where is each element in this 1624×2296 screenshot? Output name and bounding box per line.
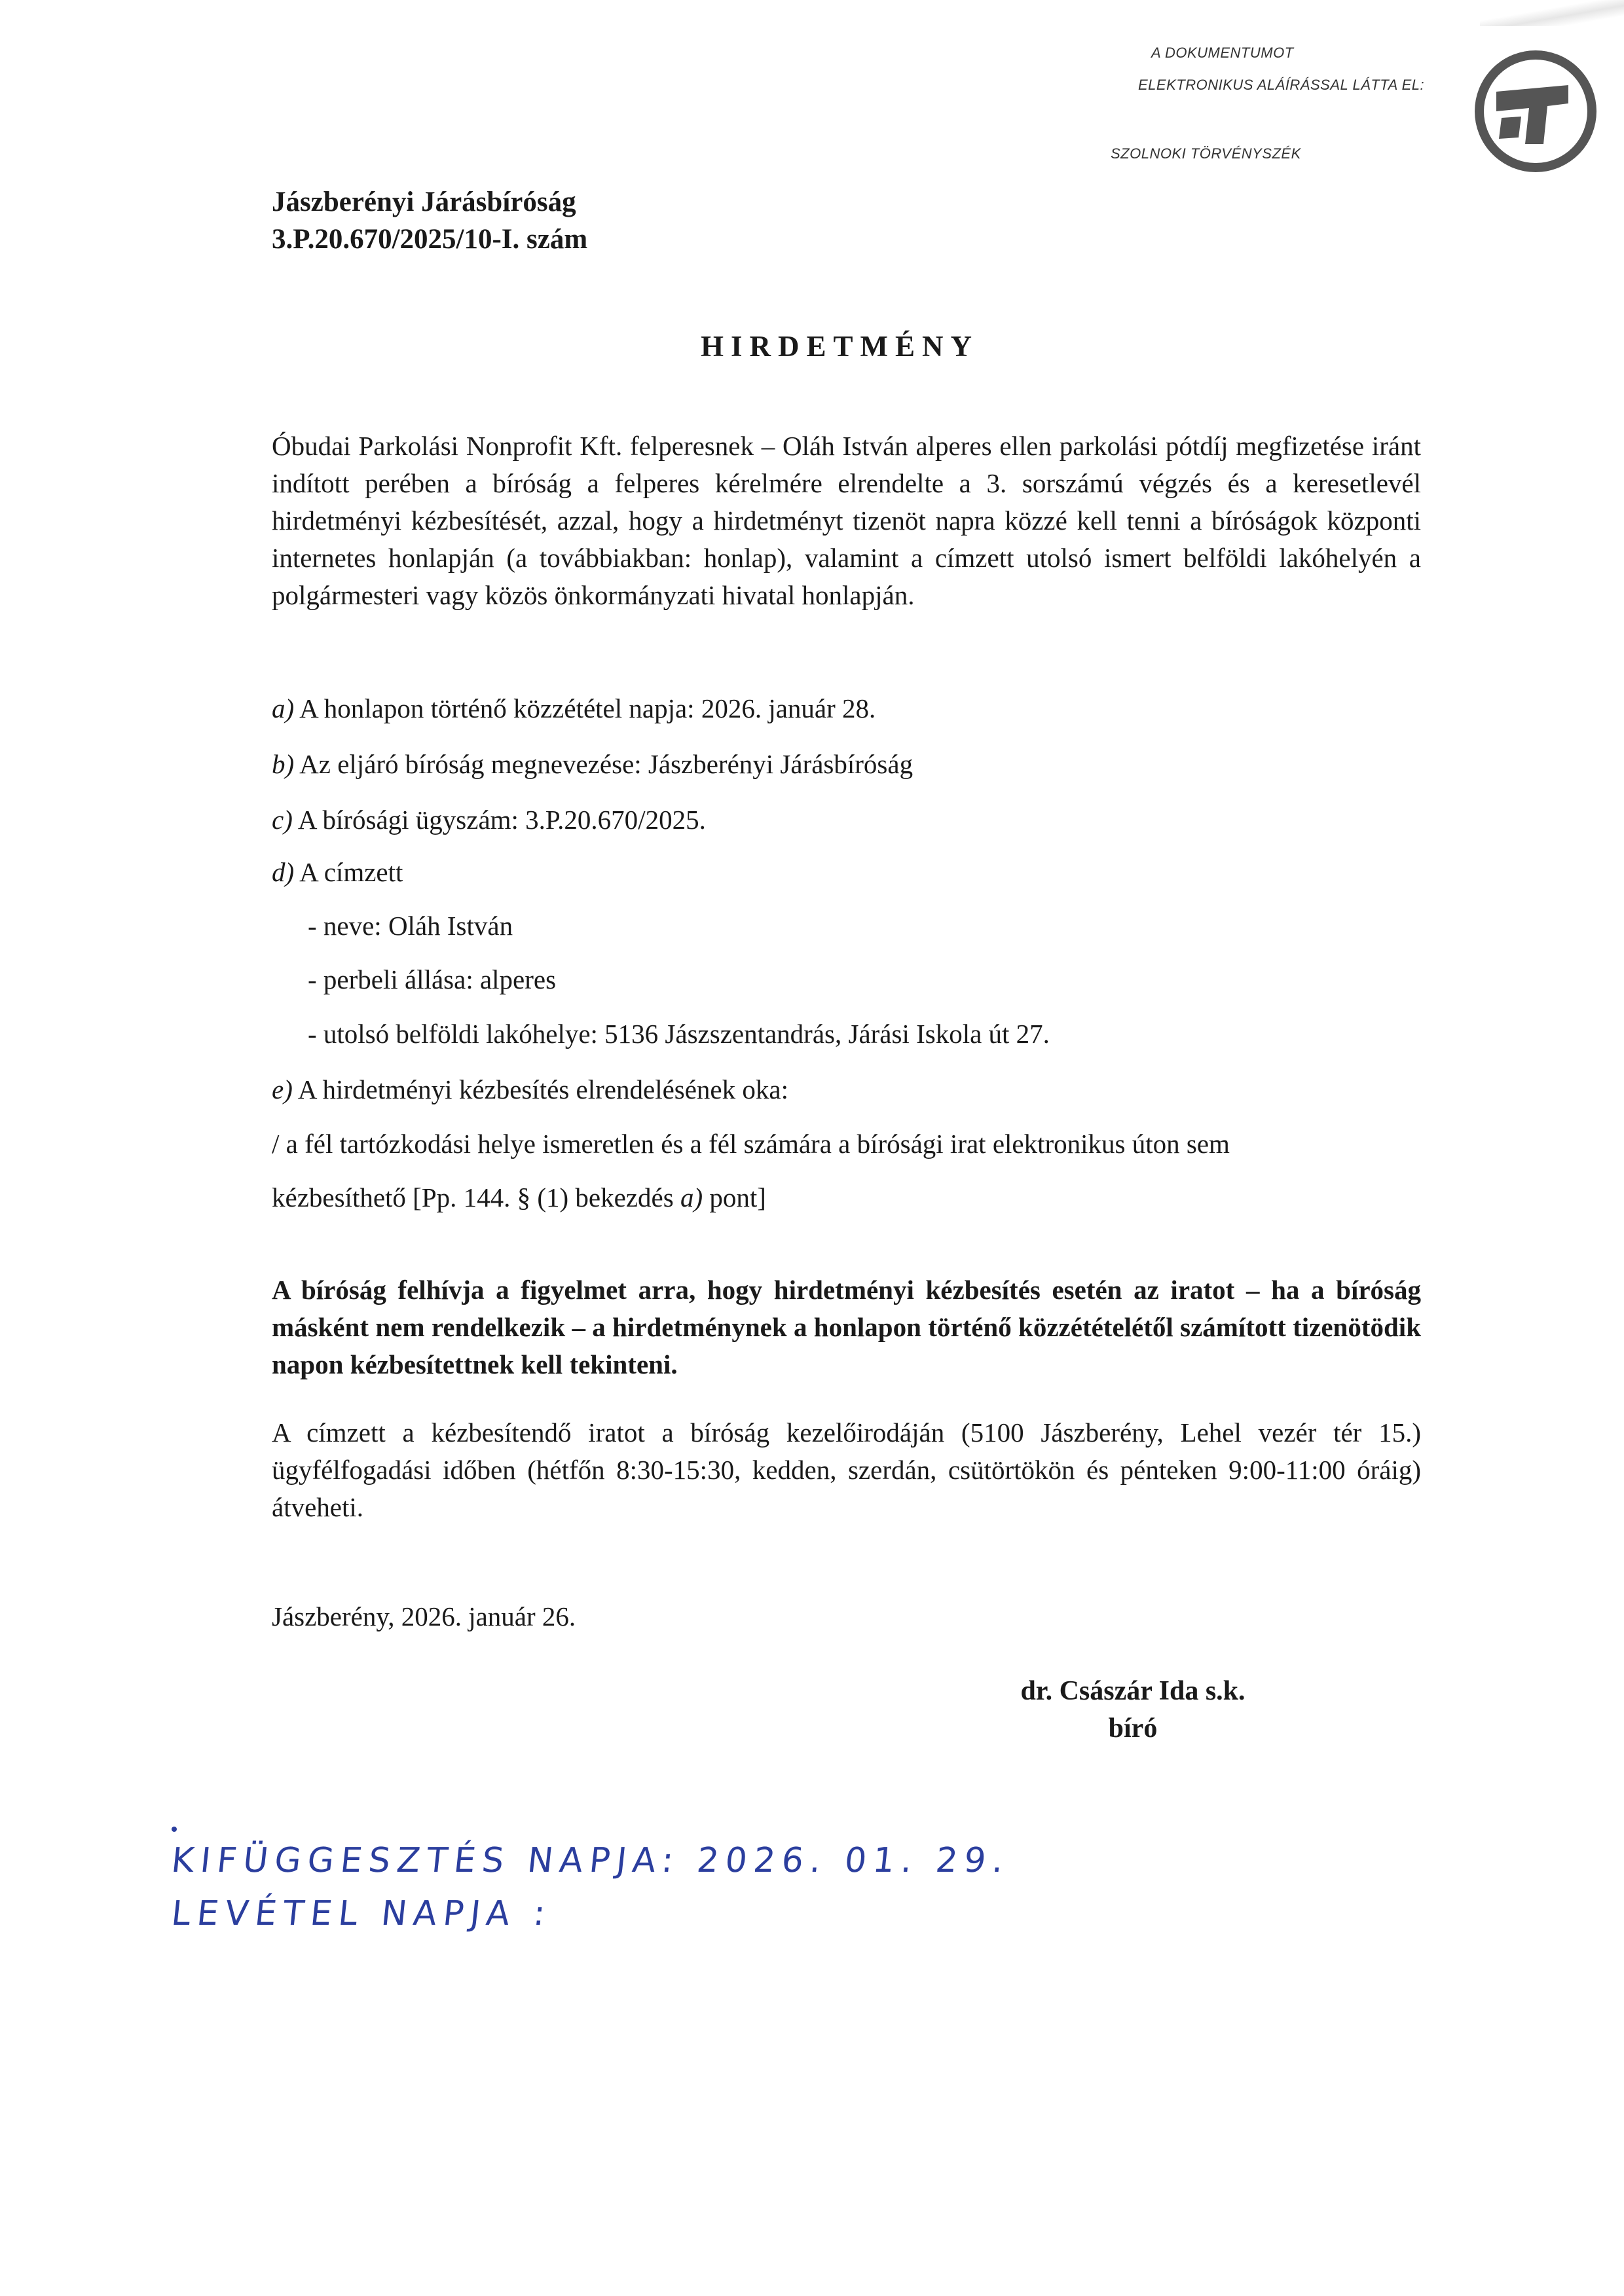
ink-dot xyxy=(172,1827,177,1832)
handwritten-posting-date: KIFÜGGESZTÉS NAPJA: 2026. 01. 29. xyxy=(169,1841,1012,1880)
recipient-name: - neve: Oláh István xyxy=(308,911,513,941)
court-name: Jászberényi Járásbíróság xyxy=(272,187,576,217)
item-c-label: c) xyxy=(272,805,293,835)
pickup-paragraph: A címzett a kézbesítendő iratot a bíróság kezelőirodáján (5100 Jászberény, Lehel vezér tér 15.) ügyfélfogadási időben (hétfőn 8:30-15:30, kedden, szerdán, csütörtökön és pénteken 9:00-11:00 óráig) átveheti. xyxy=(272,1417,1421,1522)
stamp-line-1: A DOKUMENTUMOT xyxy=(1151,45,1294,61)
item-d xyxy=(272,856,403,888)
case-number: 3.P.20.670/2025/10-I. szám xyxy=(272,224,588,255)
item-c xyxy=(272,804,706,835)
item-b-text: Az eljáró bíróság megnevezése: Jászberényi Járásbíróság xyxy=(299,749,913,779)
item-c-text: A bírósági ügyszám: 3.P.20.670/2025. xyxy=(297,805,706,835)
intro-paragraph: Óbudai Parkolási Nonprofit Kft. felperesnek – Oláh István alperes ellen parkolási pótdíj megfizetése iránt indított perében a bíróság a felperes kérelmére elrendelte a 3. sorszámú végzés és a keresetlevél hirdetményi kézbesítését, azzal, hogy a hirdetményt tizenöt napra közzé kell tenni a bíróságok központi internetes honlapján (a továbbiakban: honlap), valamint a címzett utolsó ismert belföldi lakóhelyén a polgármesteri vagy közös önkormányzati hivatal honlapján. xyxy=(272,431,1421,610)
scan-shadow xyxy=(1480,0,1624,26)
court-header xyxy=(272,183,587,258)
notice-paragraph: A bíróság felhívja a figyelmet arra, hogy hirdetményi kézbesítés esetén az iratot – ha a bíróság másként nem rendelkezik – a hirdetménynek a honlapon történő közzétételétől számított tizenötödik napon kézbesítettnek kell tekinteni. xyxy=(272,1275,1421,1379)
handwritten-removal-date: LEVÉTEL NAPJA : xyxy=(169,1894,554,1933)
item-e xyxy=(272,1074,788,1105)
stamp-line-3: SZOLNOKI TÖRVÉNYSZÉK xyxy=(1111,145,1301,162)
item-b xyxy=(272,748,913,780)
item-d-text: A címzett xyxy=(299,857,403,887)
item-a xyxy=(272,693,876,724)
page-title: HIRDETMÉNY xyxy=(701,330,980,363)
judge-role: bíró xyxy=(1108,1713,1158,1743)
reason-end: pont] xyxy=(703,1182,766,1212)
reason-line-2 xyxy=(272,1182,766,1213)
item-d-label: d) xyxy=(272,857,295,887)
stamp-line-2: ELEKTRONIKUS ALÁÍRÁSSAL LÁTTA EL: xyxy=(1138,77,1425,93)
recipient-role: - perbeli állása: alperes xyxy=(308,964,557,994)
item-e-label: e) xyxy=(272,1074,293,1104)
reason-point: a) xyxy=(680,1182,703,1212)
reason-text: kézbesíthető [Pp. 144. § (1) bekezdés xyxy=(272,1182,680,1212)
reason-line-1: / a fél tartózkodási helye ismeretlen és a fél számára a bírósági irat elektronikus úton sem xyxy=(272,1129,1230,1159)
recipient-address: - utolsó belföldi lakóhelye: 5136 Jászszentandrás, Járási Iskola út 27. xyxy=(308,1019,1050,1049)
item-b-label: b) xyxy=(272,749,295,779)
signature-block xyxy=(982,1673,1283,1747)
judge-name: dr. Császár Ida s.k. xyxy=(1020,1676,1246,1706)
item-e-text: A hirdetményi kézbesítés elrendelésének oka: xyxy=(297,1074,788,1104)
item-a-text: A honlapon történő közzététel napja: 2026. január 28. xyxy=(299,693,876,723)
court-logo-icon xyxy=(1470,46,1601,177)
place-date: Jászberény, 2026. január 26. xyxy=(272,1601,576,1631)
item-a-label: a) xyxy=(272,693,295,723)
